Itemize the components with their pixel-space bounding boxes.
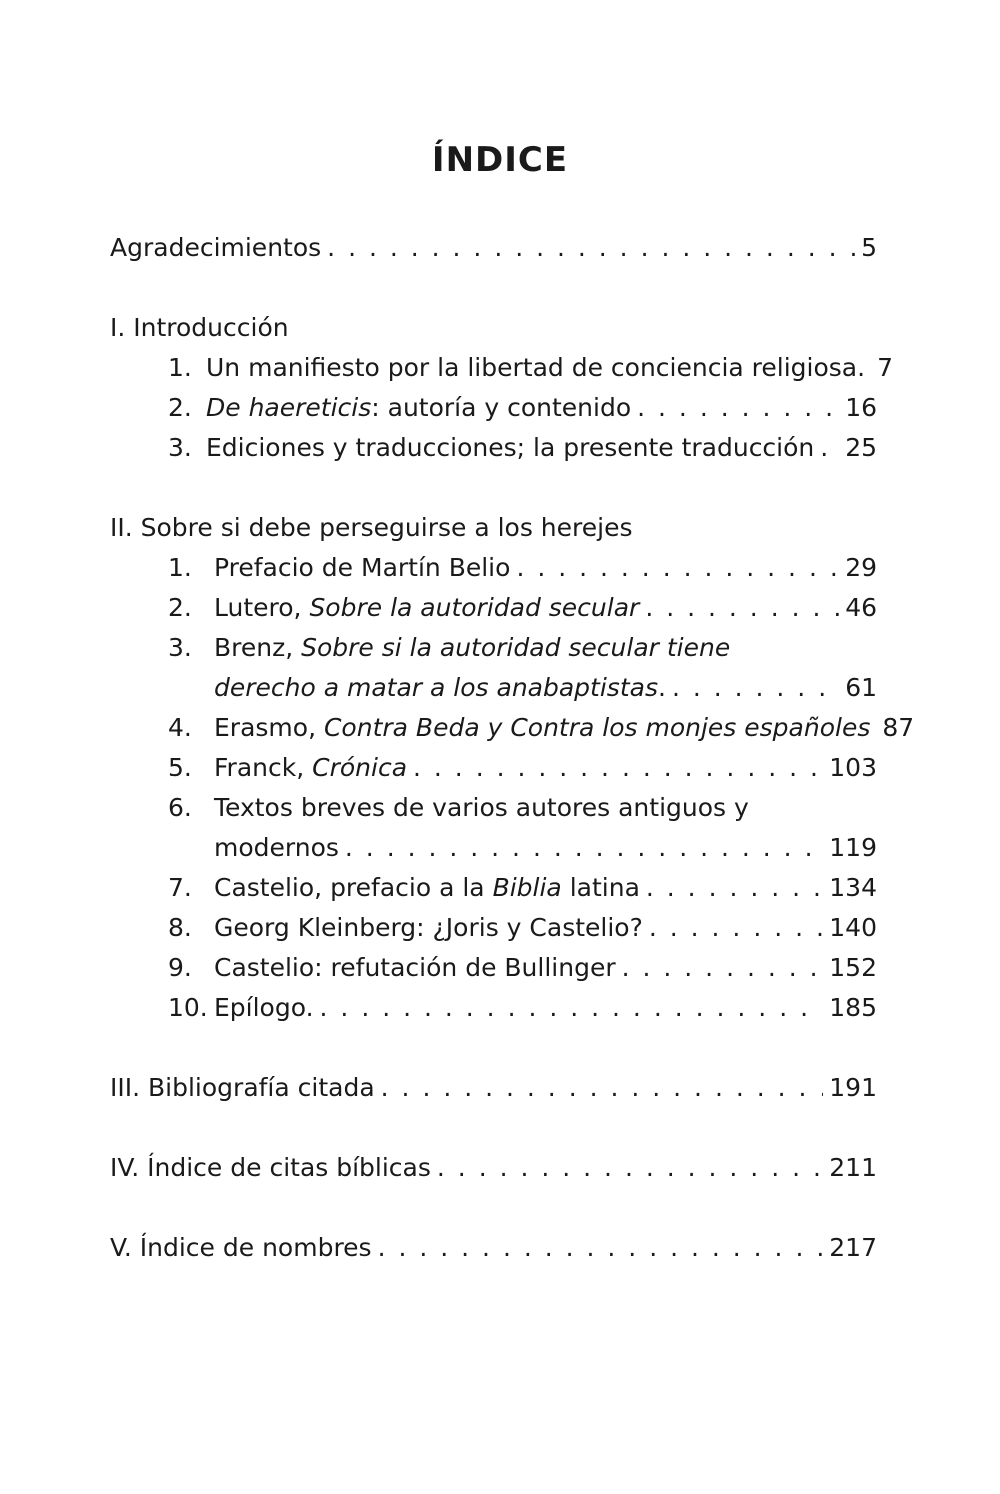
table-of-contents [110,228,915,1268]
toc-entry-number: 1. [168,553,192,582]
toc-entry-number: 6. [168,793,192,822]
toc-entry-label: Ediciones y traducciones; la presente traducción [206,433,815,462]
toc-page-number: 103 [829,753,877,782]
toc-section-label: V. Índice de nombres [110,1233,372,1262]
toc-page-number: 46 [845,593,877,622]
toc-entry-2-10[interactable] [110,988,877,1028]
toc-entry-italic-title: De haereticis [206,393,372,422]
toc-entry-author: Castelio, prefacio a la [214,873,493,902]
toc-entry-label [214,708,870,748]
toc-entry-number: 10. [168,993,208,1022]
toc-entry-2-5[interactable] [110,748,877,788]
toc-entry-number: 3. [168,433,192,462]
toc-entry-number: 4. [168,713,192,742]
toc-section-4[interactable] [110,1148,877,1188]
toc-entry-label-tail: : autoría y contenido [371,393,632,422]
toc-entry-label: Georg Kleinberg: ¿Joris y Castelio? [214,913,643,942]
toc-entry-label-continued [214,668,666,708]
toc-entry-label [214,868,640,908]
toc-section-heading-2[interactable] [110,508,877,548]
toc-entry-italic-title: Biblia [492,873,562,902]
toc-entry-italic-title: Sobre si la autoridad secular tiene [301,633,731,662]
toc-page-number: 140 [829,913,877,942]
page-title: ÍNDICE [431,140,569,180]
toc-entry-label: Epílogo. [214,993,314,1022]
toc-entry-italic-title: Contra Beda y Contra los monjes españoles [323,713,871,742]
dot-leader [516,548,839,588]
toc-entry-number: 2. [168,593,192,622]
toc-entry-italic-title: Crónica [312,753,408,782]
toc-entry-2-2[interactable] [110,588,877,628]
toc-entry-label-tail: latina [561,873,640,902]
toc-entry-author: Franck, [214,753,313,782]
toc-entry-number: 3. [168,633,192,662]
toc-entry-2-7[interactable] [110,868,877,908]
toc-entry-label [206,388,631,428]
toc-entry-label: Agradecimientos [110,233,322,262]
toc-entry-label: Un manifiesto por la libertad de conciencia religiosa. [206,353,866,382]
toc-entry-label [214,588,639,628]
toc-section-label: IV. Índice de citas bíblicas [110,1153,431,1182]
toc-section-label: III. Bibliografía citada [110,1073,375,1102]
dot-leader [413,748,823,788]
toc-entry-2-1[interactable] [110,548,877,588]
dot-leader [622,948,824,988]
toc-entry-label: Textos breves de varios autores antiguos y [214,793,749,822]
toc-page-number: 5 [861,233,877,262]
toc-entry-number: 1. [168,353,192,382]
toc-section-label: I. Introducción [110,313,289,342]
toc-entry-label-continued: modernos [214,833,339,862]
toc-entry-2-6[interactable] [110,788,877,828]
toc-entry-author: Lutero, [214,593,310,622]
dot-leader [381,1068,824,1108]
dot-leader [378,1228,824,1268]
toc-entry-1-3[interactable] [110,428,877,468]
toc-entry-number: 5. [168,753,192,782]
toc-entry-author: Brenz, [214,633,302,662]
toc-page-number: 134 [829,873,877,902]
toc-page-number: 29 [845,553,877,582]
toc-entry-number: 9. [168,953,192,982]
toc-page-number: 152 [829,953,877,982]
toc-section-label: II. Sobre si debe perseguirse a los herejes [110,513,633,542]
toc-page-number: 7 [877,353,893,382]
toc-entry-label: Castelio: refutación de Bullinger [214,953,616,982]
toc-entry-author: Erasmo, [214,713,324,742]
dot-leader [645,588,839,628]
dot-leader [649,908,823,948]
toc-entry-2-4[interactable] [110,708,915,748]
toc-entry-label-tail: . [657,673,666,702]
toc-section-heading-1[interactable] [110,308,877,348]
toc-page-number: 185 [829,993,877,1022]
toc-entry-number: 2. [168,393,192,422]
toc-entry-italic-title: Sobre la autoridad secular [309,593,640,622]
toc-page-number: 16 [845,393,877,422]
toc-page-number: 87 [882,713,915,742]
toc-entry-1-1[interactable] [110,348,893,388]
toc-page-number: 61 [845,673,877,702]
toc-page-number: 217 [829,1233,877,1262]
toc-entry-label [214,748,407,788]
toc-entry-number: 8. [168,913,192,942]
dot-leader [672,668,839,708]
toc-entry-2-8[interactable] [110,908,877,948]
dot-leader [327,228,855,268]
toc-entry-2-6-continued[interactable] [110,828,877,868]
toc-entry-1-2[interactable] [110,388,877,428]
toc-entry-number: 7. [168,873,192,902]
toc-entry-label: Prefacio de Martín Belio [214,553,511,582]
dot-leader [637,388,839,428]
toc-page-number: 25 [845,433,877,462]
dot-leader [646,868,823,908]
toc-page-number: 191 [829,1073,877,1102]
toc-entry-2-3[interactable] [110,628,877,668]
toc-page-number: 211 [829,1153,877,1182]
toc-section-5[interactable] [110,1228,877,1268]
dot-leader [820,428,839,468]
toc-entry-label [214,628,730,668]
toc-entry-italic-title-continued: derecho a matar a los anabaptistas [214,673,658,702]
toc-entry-agradecimientos[interactable] [110,228,877,268]
toc-section-3[interactable] [110,1068,877,1108]
dot-leader [345,828,823,868]
toc-page-number: 119 [829,833,877,862]
dot-leader [320,988,824,1028]
dot-leader [437,1148,823,1188]
toc-entry-2-9[interactable] [110,948,877,988]
toc-entry-2-3-continued[interactable] [110,668,877,708]
